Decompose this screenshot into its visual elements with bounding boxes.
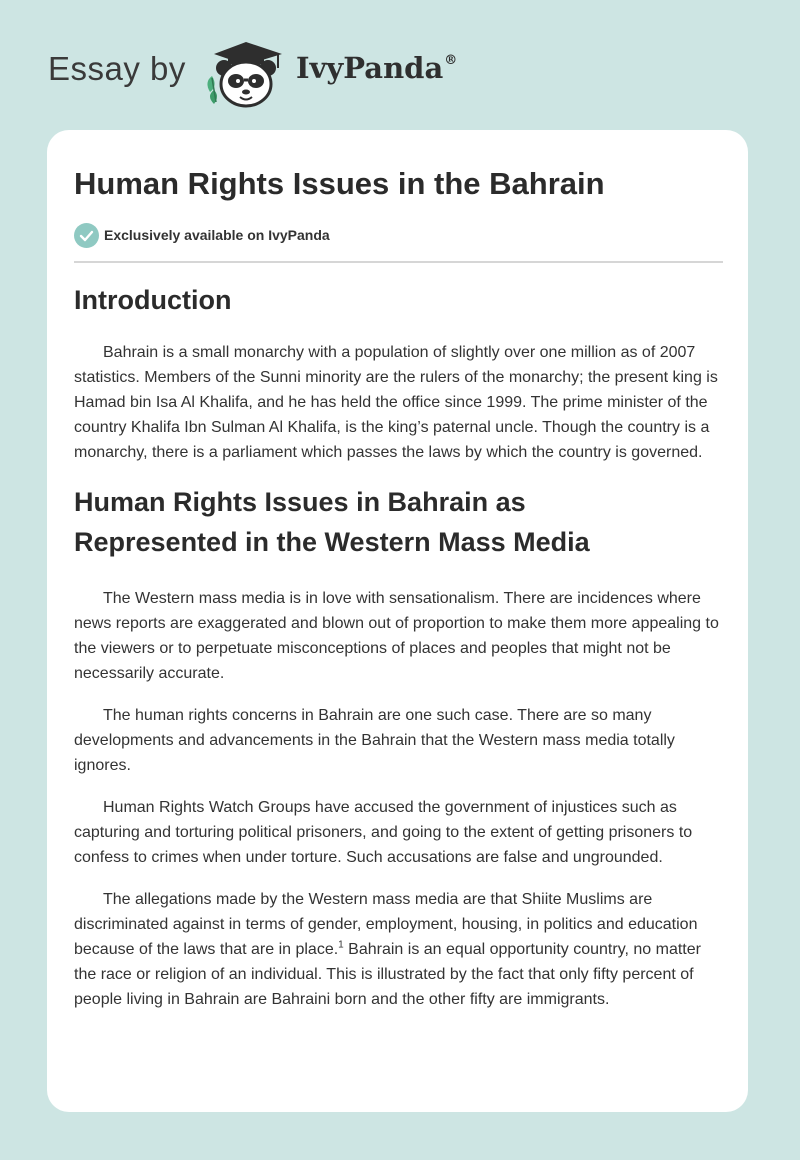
paragraph: Human Rights Watch Groups have accused the government of injustices such as capturing and torturing political prisoners, and going to the extent of getting prisoners to confess to crimes when under torture. Such accusations are false and ungrounded. (74, 799, 693, 866)
section-heading-human-rights-media: Human Rights Issues in Bahrain as Represented in the Western Mass Media (74, 487, 590, 557)
exclusive-badge (74, 222, 330, 248)
badge-label: Exclusively available on IvyPanda (104, 227, 330, 243)
essay-by-label: Essay by (48, 50, 186, 87)
paragraph: The human rights concerns in Bahrain are one such case. There are so many developments and advancements in the Bahrain that the Western mass media totally ignores. (74, 707, 675, 774)
paragraph: The allegations made by the Western mass media are that Shiite Muslims are discriminated against in terms of gender, employment, housing, in politics and education because of the laws that are in place.$^1$ Bahrain is an equal opportunity country, no matter the race or religion of an individual. This is illustrated by the fact that only fifty percent of people living in Bahrain are Bahraini born and the other fifty are immigrants. (74, 891, 701, 1008)
article-body (74, 280, 724, 1012)
divider (74, 261, 723, 263)
brand-name[interactable]: IvyPanda® (296, 51, 458, 85)
paragraph: The Western mass media is in love with sensationalism. There are incidences where news reports are exaggerated and blown out of proportion to make them more appealing to the viewers or to perpetuate misconceptions of places and peoples that might not be necessarily accurate. (74, 590, 719, 682)
page-title: Human Rights Issues in the Bahrain (74, 166, 605, 201)
paragraph: Bahrain is a small monarchy with a population of slightly over one million as of 2007 statistics. Members of the Sunni minority are the rulers of the monarchy; the present king is Hamad bin Isa Al Khalifa, and he has held the office since 1999. The prime minister of the country Khalifa Ibn Sulman Al Khalifa, is the king’s paternal uncle. Though the country is a monarchy, there is a parliament which passes the laws by which the country is governed. (74, 344, 718, 461)
footnote-link[interactable]: 1 (338, 939, 344, 951)
check-circle-icon (74, 223, 99, 248)
site-header (0, 0, 800, 120)
section-heading-introduction: Introduction (74, 285, 232, 315)
essay-card (47, 130, 748, 1112)
panda-logo-icon[interactable] (200, 38, 292, 108)
